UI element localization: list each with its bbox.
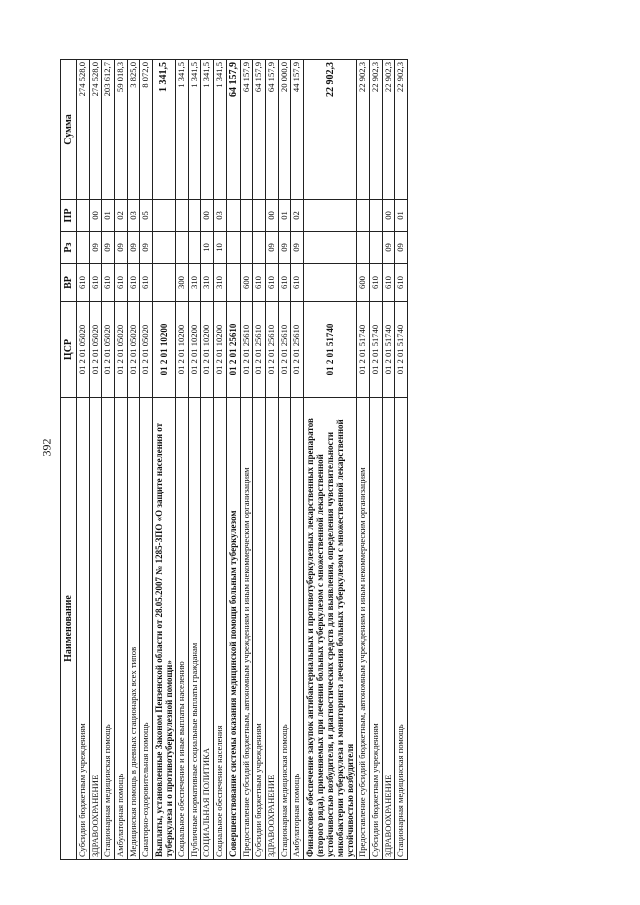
row-vr: 300 <box>176 264 189 302</box>
row-csr: 01 2 01 10200 <box>152 302 175 398</box>
table-row <box>102 60 115 860</box>
row-name: ЗДРАВООХРАНЕНИЕ <box>89 398 102 860</box>
row-rz: 09 <box>102 232 115 264</box>
row-vr: 610 <box>127 264 140 302</box>
row-csr: 01 2 01 05020 <box>89 302 102 398</box>
row-pr: 05 <box>140 200 153 232</box>
row-sum: 22 902,3 <box>382 60 395 200</box>
row-csr: 01 2 01 05020 <box>140 302 153 398</box>
row-rz <box>253 232 266 264</box>
table-row <box>303 60 356 860</box>
table-row <box>226 60 240 860</box>
rotated-table-container <box>60 60 588 860</box>
row-rz: 09 <box>115 232 128 264</box>
row-pr: 02 <box>115 200 128 232</box>
row-sum: 22 902,3 <box>369 60 382 200</box>
table-row <box>278 60 291 860</box>
row-sum: 3 825,0 <box>127 60 140 200</box>
row-sum: 20 000,0 <box>278 60 291 200</box>
row-name: СОЦИАЛЬНАЯ ПОЛИТИКА <box>201 398 214 860</box>
row-vr: 610 <box>278 264 291 302</box>
row-vr <box>152 264 175 302</box>
row-pr <box>253 200 266 232</box>
table-row <box>152 60 175 860</box>
row-name: Предоставление субсидий бюджетным, автономным учреждениям и иным некоммерческим организациям <box>357 398 370 860</box>
row-pr: 00 <box>266 200 279 232</box>
row-vr: 610 <box>369 264 382 302</box>
row-rz: 09 <box>140 232 153 264</box>
row-pr: 01 <box>395 200 408 232</box>
row-name: Амбулаторная помощь <box>115 398 128 860</box>
row-name: ЗДРАВООХРАНЕНИЕ <box>266 398 279 860</box>
row-csr: 01 2 01 10200 <box>201 302 214 398</box>
table-row <box>213 60 226 860</box>
row-csr: 01 2 01 05020 <box>77 302 90 398</box>
row-sum: 1 341,5 <box>201 60 214 200</box>
table-row <box>291 60 304 860</box>
row-pr: 01 <box>278 200 291 232</box>
row-csr: 01 2 01 05020 <box>115 302 128 398</box>
row-rz: 09 <box>291 232 304 264</box>
row-vr: 610 <box>253 264 266 302</box>
row-vr: 610 <box>89 264 102 302</box>
row-csr: 01 2 01 05020 <box>127 302 140 398</box>
row-name: Выплаты, установленные Законом Пензенской области от 28.05.2007 № 1285-ЗПО «О защите населения от туберкулеза и о противотуберкулезной помощи» <box>152 398 175 860</box>
row-vr: 610 <box>115 264 128 302</box>
row-name: Социальное обеспечение населения <box>213 398 226 860</box>
table-row <box>253 60 266 860</box>
budget-table <box>60 59 408 860</box>
table-row <box>140 60 153 860</box>
table-row <box>188 60 201 860</box>
row-rz <box>226 232 240 264</box>
table-row <box>201 60 214 860</box>
table-row <box>115 60 128 860</box>
row-vr: 610 <box>140 264 153 302</box>
table-row <box>266 60 279 860</box>
row-name: Субсидии бюджетным учреждениям <box>77 398 90 860</box>
row-rz <box>369 232 382 264</box>
row-name: Стационарная медицинская помощь <box>102 398 115 860</box>
table-row <box>176 60 189 860</box>
table-row <box>369 60 382 860</box>
table-row <box>395 60 408 860</box>
row-sum: 64 157,9 <box>240 60 253 200</box>
row-rz: 09 <box>266 232 279 264</box>
row-sum: 22 902,3 <box>357 60 370 200</box>
row-name: Предоставление субсидий бюджетным, автономным учреждениям и иным некоммерческим организациям <box>240 398 253 860</box>
row-pr: 03 <box>127 200 140 232</box>
row-csr: 01 2 01 10200 <box>213 302 226 398</box>
row-pr: 02 <box>291 200 304 232</box>
row-sum: 274 528,0 <box>77 60 90 200</box>
row-pr <box>369 200 382 232</box>
row-sum: 44 157,9 <box>291 60 304 200</box>
table-row <box>240 60 253 860</box>
row-sum: 1 341,5 <box>152 60 175 200</box>
row-csr: 01 2 01 10200 <box>176 302 189 398</box>
row-sum: 22 902,3 <box>303 60 356 200</box>
row-sum: 1 341,5 <box>176 60 189 200</box>
table-row <box>127 60 140 860</box>
table-row <box>382 60 395 860</box>
row-csr: 01 2 01 25610 <box>240 302 253 398</box>
row-csr: 01 2 01 51740 <box>395 302 408 398</box>
row-rz: 09 <box>382 232 395 264</box>
row-rz <box>303 232 356 264</box>
row-name: Амбулаторная помощь <box>291 398 304 860</box>
row-pr: 00 <box>382 200 395 232</box>
row-vr: 610 <box>102 264 115 302</box>
table-row <box>357 60 370 860</box>
row-csr: 01 2 01 05020 <box>102 302 115 398</box>
row-vr: 600 <box>357 264 370 302</box>
row-name: Стационарная медицинская помощь <box>278 398 291 860</box>
row-name: Совершенствование системы оказания медицинской помощи больным туберкулезом <box>226 398 240 860</box>
row-vr: 310 <box>201 264 214 302</box>
row-pr <box>240 200 253 232</box>
row-name: Стационарная медицинская помощь <box>395 398 408 860</box>
row-csr: 01 2 01 51740 <box>382 302 395 398</box>
row-pr <box>152 200 175 232</box>
row-name: Финансовое обеспечение закупок антибактериальных и противотуберкулезных лекарственных препаратов (второго ряда), применяемых при лечении больных туберкулезом с множественной лекарственной устойчивостью возбудителя, и диагностических средств для выявления, определения чувствительности микобактерии туберкулеза и мониторинга лечения больных туберкулезом с множественной лекарственной устойчивостью возбудителя <box>303 398 356 860</box>
row-rz: 09 <box>395 232 408 264</box>
row-csr: 01 2 01 51740 <box>369 302 382 398</box>
table-header-row <box>61 60 77 860</box>
row-rz <box>240 232 253 264</box>
table-row <box>77 60 90 860</box>
row-name: Социальное обеспечение и иные выплаты населению <box>176 398 189 860</box>
row-vr: 610 <box>291 264 304 302</box>
row-name: Санаторно-оздоровительная помощь <box>140 398 153 860</box>
row-csr: 01 2 01 25610 <box>226 302 240 398</box>
header-pr: ПР <box>61 200 77 232</box>
header-sum: Сумма <box>61 60 77 200</box>
row-pr <box>176 200 189 232</box>
row-rz <box>176 232 189 264</box>
row-sum: 274 528,0 <box>89 60 102 200</box>
row-sum: 1 341,5 <box>213 60 226 200</box>
row-name: Субсидии бюджетным учреждениям <box>253 398 266 860</box>
row-pr: 01 <box>102 200 115 232</box>
row-sum: 8 072,0 <box>140 60 153 200</box>
header-name: Наименование <box>61 398 77 860</box>
row-pr: 00 <box>89 200 102 232</box>
row-csr: 01 2 01 25610 <box>278 302 291 398</box>
row-pr: 00 <box>201 200 214 232</box>
page-number: 392 <box>39 438 54 457</box>
row-pr <box>226 200 240 232</box>
row-vr: 610 <box>382 264 395 302</box>
row-sum: 64 157,9 <box>226 60 240 200</box>
row-csr: 01 2 01 25610 <box>253 302 266 398</box>
row-sum: 22 902,3 <box>395 60 408 200</box>
row-rz: 10 <box>201 232 214 264</box>
row-vr: 310 <box>188 264 201 302</box>
row-rz <box>77 232 90 264</box>
row-rz: 10 <box>213 232 226 264</box>
table-row <box>89 60 102 860</box>
header-vr: ВР <box>61 264 77 302</box>
row-vr: 610 <box>77 264 90 302</box>
header-rz: Рз <box>61 232 77 264</box>
row-rz: 09 <box>89 232 102 264</box>
row-pr <box>303 200 356 232</box>
row-rz <box>357 232 370 264</box>
row-sum: 1 341,5 <box>188 60 201 200</box>
table-body <box>77 60 408 860</box>
row-sum: 64 157,9 <box>253 60 266 200</box>
row-pr <box>357 200 370 232</box>
row-pr <box>188 200 201 232</box>
row-name: Медицинская помощь в дневных стационарах всех типов <box>127 398 140 860</box>
row-vr <box>303 264 356 302</box>
row-rz: 09 <box>278 232 291 264</box>
header-csr: ЦСР <box>61 302 77 398</box>
row-name: ЗДРАВООХРАНЕНИЕ <box>382 398 395 860</box>
row-vr: 610 <box>266 264 279 302</box>
row-csr: 01 2 01 51740 <box>357 302 370 398</box>
row-csr: 01 2 01 10200 <box>188 302 201 398</box>
row-rz <box>188 232 201 264</box>
row-pr <box>77 200 90 232</box>
row-name: Субсидии бюджетным учреждениям <box>369 398 382 860</box>
row-rz <box>152 232 175 264</box>
row-sum: 64 157,9 <box>266 60 279 200</box>
row-sum: 203 612,7 <box>102 60 115 200</box>
row-name: Публичные нормативные социальные выплаты гражданам <box>188 398 201 860</box>
row-vr: 310 <box>213 264 226 302</box>
row-vr <box>226 264 240 302</box>
row-vr: 600 <box>240 264 253 302</box>
row-csr: 01 2 01 25610 <box>266 302 279 398</box>
row-sum: 59 018,3 <box>115 60 128 200</box>
row-csr: 01 2 01 51740 <box>303 302 356 398</box>
row-csr: 01 2 01 25610 <box>291 302 304 398</box>
row-rz: 09 <box>127 232 140 264</box>
row-pr: 03 <box>213 200 226 232</box>
row-vr: 610 <box>395 264 408 302</box>
